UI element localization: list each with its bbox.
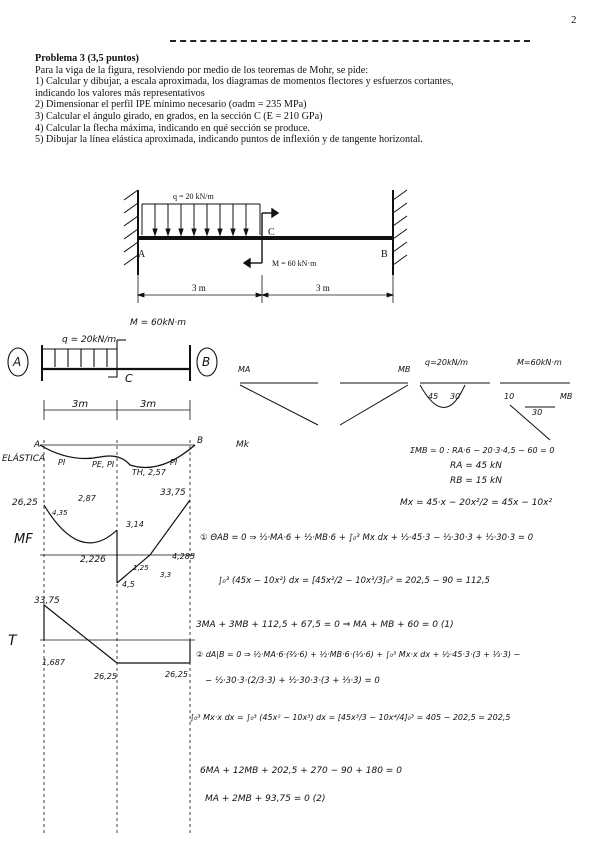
moment-label: M = 60 kN·m — [272, 259, 317, 268]
dimension-lines — [138, 275, 393, 303]
shear-diagram-label: T — [8, 633, 17, 649]
header-dashes — [170, 40, 530, 46]
page-number: 2 — [571, 14, 577, 26]
elastica-th: TH, 2,57 — [132, 468, 166, 477]
moment-v10: 3,3 — [160, 571, 172, 579]
problem-intro: Para la viga de la figura, resolviendo por medio de los teoremas de Mohr, se pide: — [35, 64, 369, 76]
point-b-label: B — [381, 249, 388, 260]
beam-sketch — [8, 340, 217, 381]
distributed-load — [142, 204, 260, 235]
elastica-b: B — [197, 436, 204, 446]
sketch-m-label: M = 60kN·m — [130, 318, 187, 328]
shear-v2: 1,687 — [42, 658, 65, 667]
super-m: M=60kN·m — [517, 358, 562, 367]
super-q: q=20kN/m — [425, 358, 469, 367]
shear-v3: 26,25 — [94, 672, 117, 681]
reaction-ra: RA = 45 kN — [450, 461, 502, 471]
moment-v4: 4,35 — [52, 509, 68, 517]
problem-item: 4) Calcular la flecha máxima, indicando en qué sección se produce. — [35, 122, 310, 134]
problem-item: 2) Dimensionar el perfil IPE mínimo necesario (σadm = 235 MPa) — [35, 99, 307, 111]
equation: 6MA + 12MB + 202,5 + 270 − 90 + 180 = 0 — [200, 766, 402, 776]
equation: − ½·30·3·(2/3·3) + ½·30·3·(3 + ⅓·3) = 0 — [205, 676, 380, 686]
moment-v2: 2,87 — [78, 494, 96, 503]
super-v30b: 30 — [532, 408, 543, 417]
problem-item: 3) Calcular el ángulo girado, en grados, en la sección C (E = 210 GPa) — [35, 110, 323, 122]
equation: MA + 2MB + 93,75 = 0 (2) — [205, 794, 326, 804]
equation: ∫₀³ (45x − 10x²) dx = [45x²/2 − 10x³/3]₀³ = 202,5 − 90 = 112,5 — [218, 576, 490, 586]
elastica-pi-1: PI — [58, 458, 66, 467]
sketch-c-label: C — [125, 372, 133, 385]
dimension-left: 3 m — [192, 283, 206, 293]
superposition-sketches — [240, 383, 573, 440]
load-label: q = 20 kN/m — [173, 192, 214, 201]
equation: 3MA + 3MB + 112,5 + 67,5 = 0 ⇒ MA + MB + 60 = 0 (1) — [196, 620, 454, 630]
super-v10: 10 — [504, 392, 515, 401]
moment-v8: 1,25 — [133, 564, 149, 572]
sketch-dimensions — [44, 400, 190, 420]
problem-item: indicando los valores más representativos — [35, 87, 205, 99]
problem-item: 5) Dibujar la línea elástica aproximada, indicando puntos de inflexión y de tangente horizontal. — [35, 134, 423, 146]
elastica-pe: PE, PI — [92, 460, 115, 469]
dimension-right: 3 m — [316, 283, 330, 293]
super-v30: 30 — [450, 392, 461, 401]
equation: ② dA|B = 0 ⇒ ½·MA·6·(⅔·6) + ½·MB·6·(⅓·6) + ∫₀³ Mx·x dx + ½·45·3·(3 + ⅓·3) − — [196, 650, 521, 659]
moment-v7: 4,285 — [172, 552, 195, 561]
mohr-equations — [190, 533, 533, 804]
moment-diagram-label: MF — [14, 532, 33, 547]
problem-title: Problema 3 (3,5 puntos) — [35, 53, 139, 64]
reaction-equation: ΣMB = 0 : RA·6 − 20·3·4,5 − 60 = 0 — [410, 446, 555, 455]
moment-v9: 4,5 — [122, 580, 135, 589]
super-mb: MB — [398, 365, 411, 374]
left-wall — [124, 190, 138, 275]
super-mb2: MB — [560, 392, 573, 401]
moment-function: Mx = 45·x − 20x²/2 = 45x − 10x² — [400, 498, 553, 508]
elastica-curve — [40, 440, 195, 835]
beam-figure — [110, 185, 430, 310]
elastica-label: ELÁSTICA — [2, 454, 46, 464]
sketch-q-label: q = 20kN/m — [62, 335, 117, 345]
moment-v5: 3,14 — [126, 520, 144, 529]
beam — [138, 236, 393, 240]
elastica-pi-2: PI — [170, 458, 178, 467]
equation: ∫₀³ Mx·x dx = ∫₀³ (45x² − 10x³) dx = [45x³/3 − 10x⁴/4]₀³ = 405 − 202,5 = 202,5 — [190, 713, 511, 722]
super-mk: Mk — [236, 440, 249, 450]
shear-v1: 33,75 — [34, 596, 60, 606]
elastica-a: A — [34, 440, 41, 450]
moment-v3: 33,75 — [160, 488, 186, 498]
moment-v1: 26,25 — [12, 498, 38, 508]
sketch-dim-left: 3m — [72, 399, 89, 410]
right-wall — [393, 190, 407, 275]
moment-v6: 2,226 — [80, 555, 106, 565]
sketch-a-label: A — [13, 355, 22, 369]
handwritten-solution — [0, 315, 600, 848]
shear-diagram — [40, 605, 195, 663]
shear-v4: 26,25 — [165, 670, 188, 679]
super-v45: 45 — [428, 392, 439, 401]
super-ma: MA — [238, 365, 251, 374]
problem-statement — [35, 53, 565, 146]
sketch-dim-right: 3m — [140, 399, 157, 410]
point-a-label: A — [138, 249, 146, 260]
sketch-b-label: B — [202, 355, 211, 369]
problem-item: 1) Calcular y dibujar, a escala aproximada, los diagramas de momentos flectores y esfuerzos cortantes, — [35, 76, 454, 88]
reaction-rb: RB = 15 kN — [450, 476, 502, 486]
point-c-label: C — [268, 227, 275, 238]
equation: ① ΘAB = 0 ⇒ ½·MA·6 + ½·MB·6 + ∫₀³ Mx dx + ½·45·3 − ½·30·3 + ½·30·3 = 0 — [200, 533, 534, 543]
